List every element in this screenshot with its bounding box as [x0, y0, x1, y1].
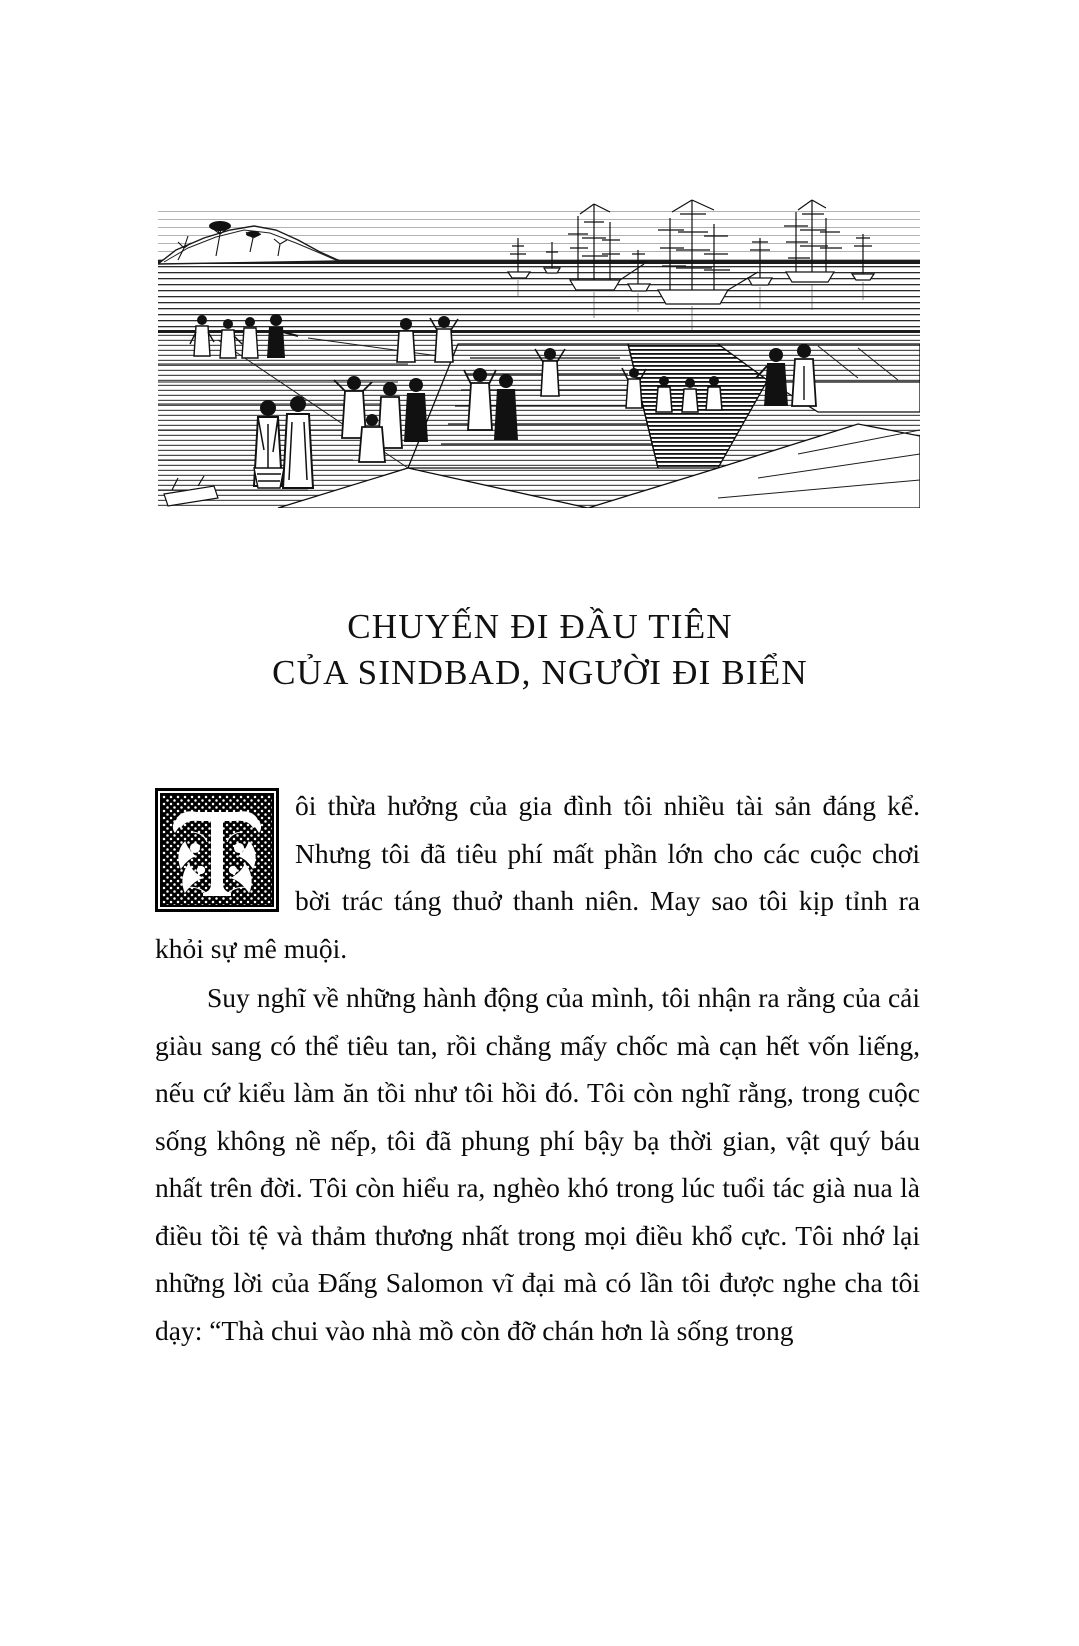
harbor-scene-engraving: [158, 168, 920, 508]
chapter-title-line-1: CHUYẾN ĐI ĐẦU TIÊN: [347, 607, 733, 646]
chapter-title-line-2: CỦA SINDBAD, NGƯỜI ĐI BIỂN: [272, 653, 808, 692]
paragraph-2-text: Suy nghĩ về những hành động của mình, tôi nhận ra rằng của cải giàu sang có thể tiêu tan, rồi chẳng mấy chốc mà cạn hết vốn liếng, nếu cứ kiểu làm ăn tồi như tôi hồi đó. Tôi còn nghĩ rằng, trong cuộc sống không nề nếp, tôi đã phung phí bậy bạ thời gian, vật quý báu nhất trên đời. Tôi còn hiểu ra, nghèo khó trong lúc tuổi tác già nua là điều tồi tệ và thảm thương nhất trong mọi điều khổ cực. Tôi nhớ lại những lời của Đấng Salomon vĩ đại mà có lần tôi được nghe cha tôi dạy: “Thà chui vào nhà mồ còn đỡ chán hơn là sống trong: [155, 982, 920, 1346]
chapter-title: [120, 604, 960, 696]
body-text: [155, 782, 920, 1354]
paragraph-1: [155, 782, 920, 972]
paragraph-2: [155, 974, 920, 1354]
drop-cap-initial-t: [155, 788, 279, 912]
paragraph-1-text: ôi thừa hưởng của gia đình tôi nhiều tài sản đáng kể. Nhưng tôi đã tiêu phí mất phần lớn cho các cuộc chơi bời trác táng thuở thanh niên. May sao tôi kịp tỉnh ra khỏi sự mê muội.: [155, 790, 920, 964]
